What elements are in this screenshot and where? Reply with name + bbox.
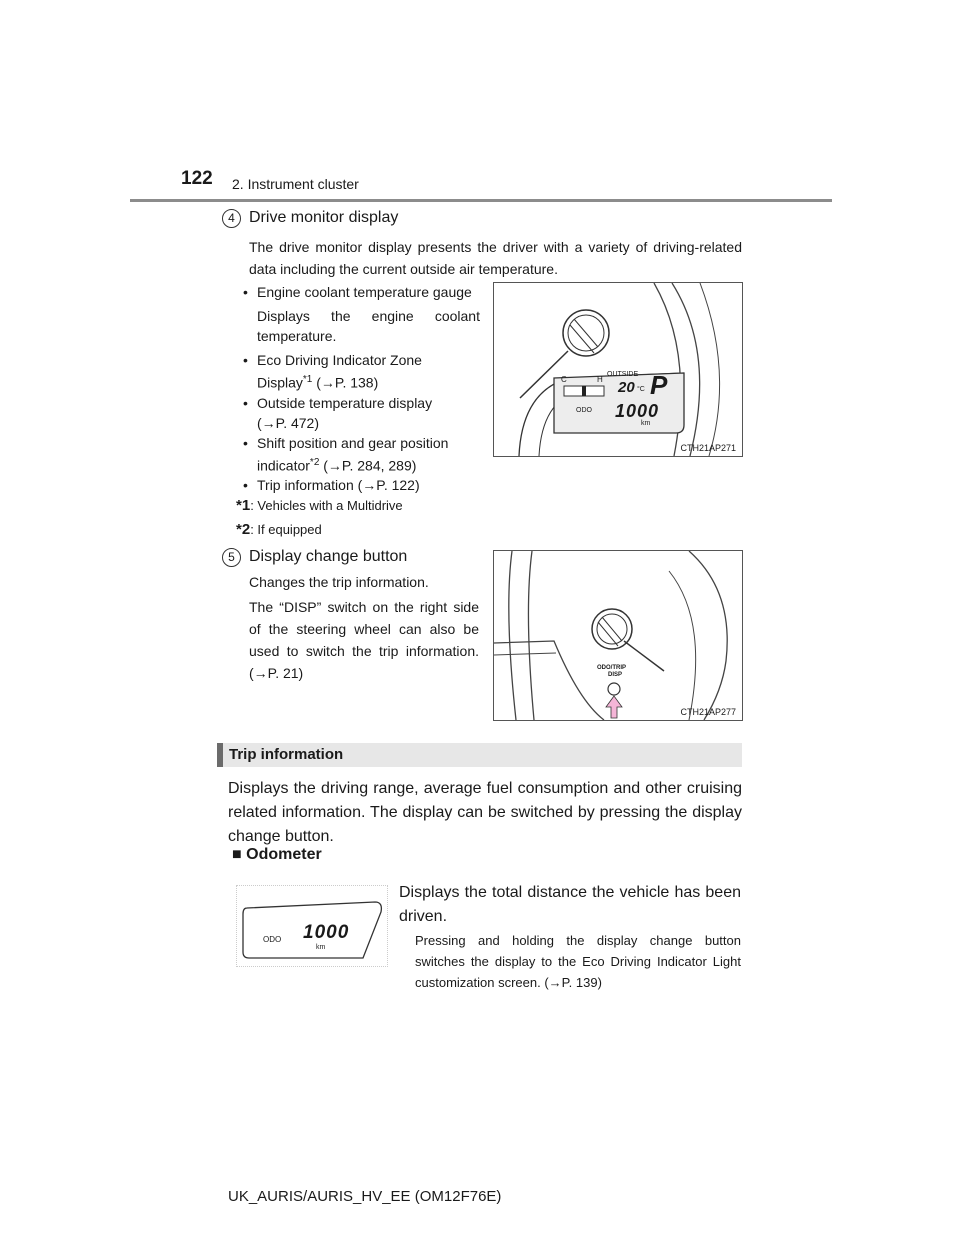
footnote-2-mark: *2 <box>236 521 251 538</box>
bullet-coolant-desc: Displays the engine coolant temperature. <box>257 308 480 344</box>
bullet-coolant-text: Engine coolant temperature gauge <box>257 284 472 300</box>
outside-temp-unit: °C <box>637 386 645 393</box>
footnote-1-mark: *1 <box>236 497 251 514</box>
section-title: 2. Instrument cluster <box>232 176 359 192</box>
item5-p2: The “DISP” switch on the right side of the steering wheel can also be used to switch the trip information. (→P. 21) <box>249 599 479 681</box>
bullet-outside-ref[interactable]: (→P. 472) <box>257 414 319 431</box>
odometer-note: Pressing and holding the display change button switches the display to the Eco Driving Indicator Light customization screen. (→P. 139) <box>415 933 741 990</box>
outside-temp-value: 20 <box>618 379 635 396</box>
bullet-coolant: • Engine coolant temperature gauge <box>243 282 480 302</box>
bullet-trip-text[interactable]: Trip information (→P. 122) <box>257 477 420 494</box>
bullet-eco-ref[interactable]: (→P. 138) <box>316 374 379 391</box>
shift-position-indicator: P <box>650 370 668 400</box>
odometer-figure <box>236 885 388 967</box>
footnote-mark-2: *2 <box>309 456 320 468</box>
trip-information-title: Trip information <box>229 746 344 763</box>
odometer-heading-text: Odometer <box>246 846 322 863</box>
figure-code-1: CTH21AP271 <box>680 443 736 453</box>
bullet-shift: • Shift position and gear position indicator$^{*2}$ (→P. 284, 289) <box>243 434 449 474</box>
button-label-disp: DISP <box>608 672 623 678</box>
item5-p1: Changes the trip information. <box>249 574 429 590</box>
document-footer: UK_AURIS/AURIS_HV_EE (OM12F76E) <box>228 1188 502 1205</box>
item5-title: Display change button <box>249 548 408 565</box>
drive-monitor-figure <box>493 282 743 457</box>
bullet-shift-ref[interactable]: (→P. 284, 289) <box>323 457 417 474</box>
odometer-description: Displays the total distance the vehicle has been driven. <box>399 884 741 925</box>
item4-bullets <box>243 282 480 495</box>
footnote-1 <box>236 496 403 516</box>
odo-unit: km <box>641 420 651 427</box>
temp-h-label: H <box>597 375 603 384</box>
bullet-eco-text: Eco Driving Indicator Zone Display <box>257 352 422 391</box>
odometer-label: ODO <box>263 935 282 944</box>
odometer-bullet-icon: ■ <box>232 846 242 863</box>
header-rule <box>130 199 832 202</box>
footnote-2-text: : If equipped <box>250 522 322 537</box>
footnote-mark-1: *1 <box>302 374 313 385</box>
item-number-5: 5 <box>222 548 241 567</box>
odo-value: 1000 <box>615 401 660 421</box>
button-label-odo-trip: ODO/TRIP <box>597 665 627 671</box>
trip-intro: Displays the driving range, average fuel consumption and other cruising related information. The display can be switched by pressing the display change button. <box>228 780 742 845</box>
page-number: 122 <box>181 168 213 189</box>
outside-label: OUTSIDE <box>607 371 639 378</box>
odo-label: ODO <box>576 407 592 414</box>
bullet-shift-text: Shift position and gear position indicator <box>257 434 449 474</box>
odometer-unit: km <box>316 944 326 951</box>
temp-c-label: C <box>561 375 567 384</box>
display-change-figure <box>493 550 743 721</box>
footnote-2 <box>236 520 322 540</box>
figure-code-2: CTH21AP277 <box>680 707 736 717</box>
item-number-4: 4 <box>222 209 241 228</box>
bullet-eco: • Eco Driving Indicator Zone Display$^{*1}$ (→P. 138) <box>243 352 422 391</box>
display-change-illustration <box>494 551 742 720</box>
item4-title: Drive monitor display <box>249 209 399 226</box>
bullet-outside-text: Outside temperature display <box>257 394 433 411</box>
bar-accent <box>217 743 223 767</box>
odometer-heading <box>232 846 322 864</box>
odometer-value: 1000 <box>303 922 350 943</box>
trip-information-bar <box>217 743 742 767</box>
item4-intro: The drive monitor display presents the driver with a variety of driving-related data including the current outside air temperature. <box>249 239 742 277</box>
drive-monitor-illustration <box>494 283 742 456</box>
bullet-outside: • Outside temperature display (→P. 472) <box>243 394 433 431</box>
footnote-1-text: : Vehicles with a Multidrive <box>250 498 403 513</box>
bullet-trip: • Trip information (→P. 122) <box>243 477 420 494</box>
